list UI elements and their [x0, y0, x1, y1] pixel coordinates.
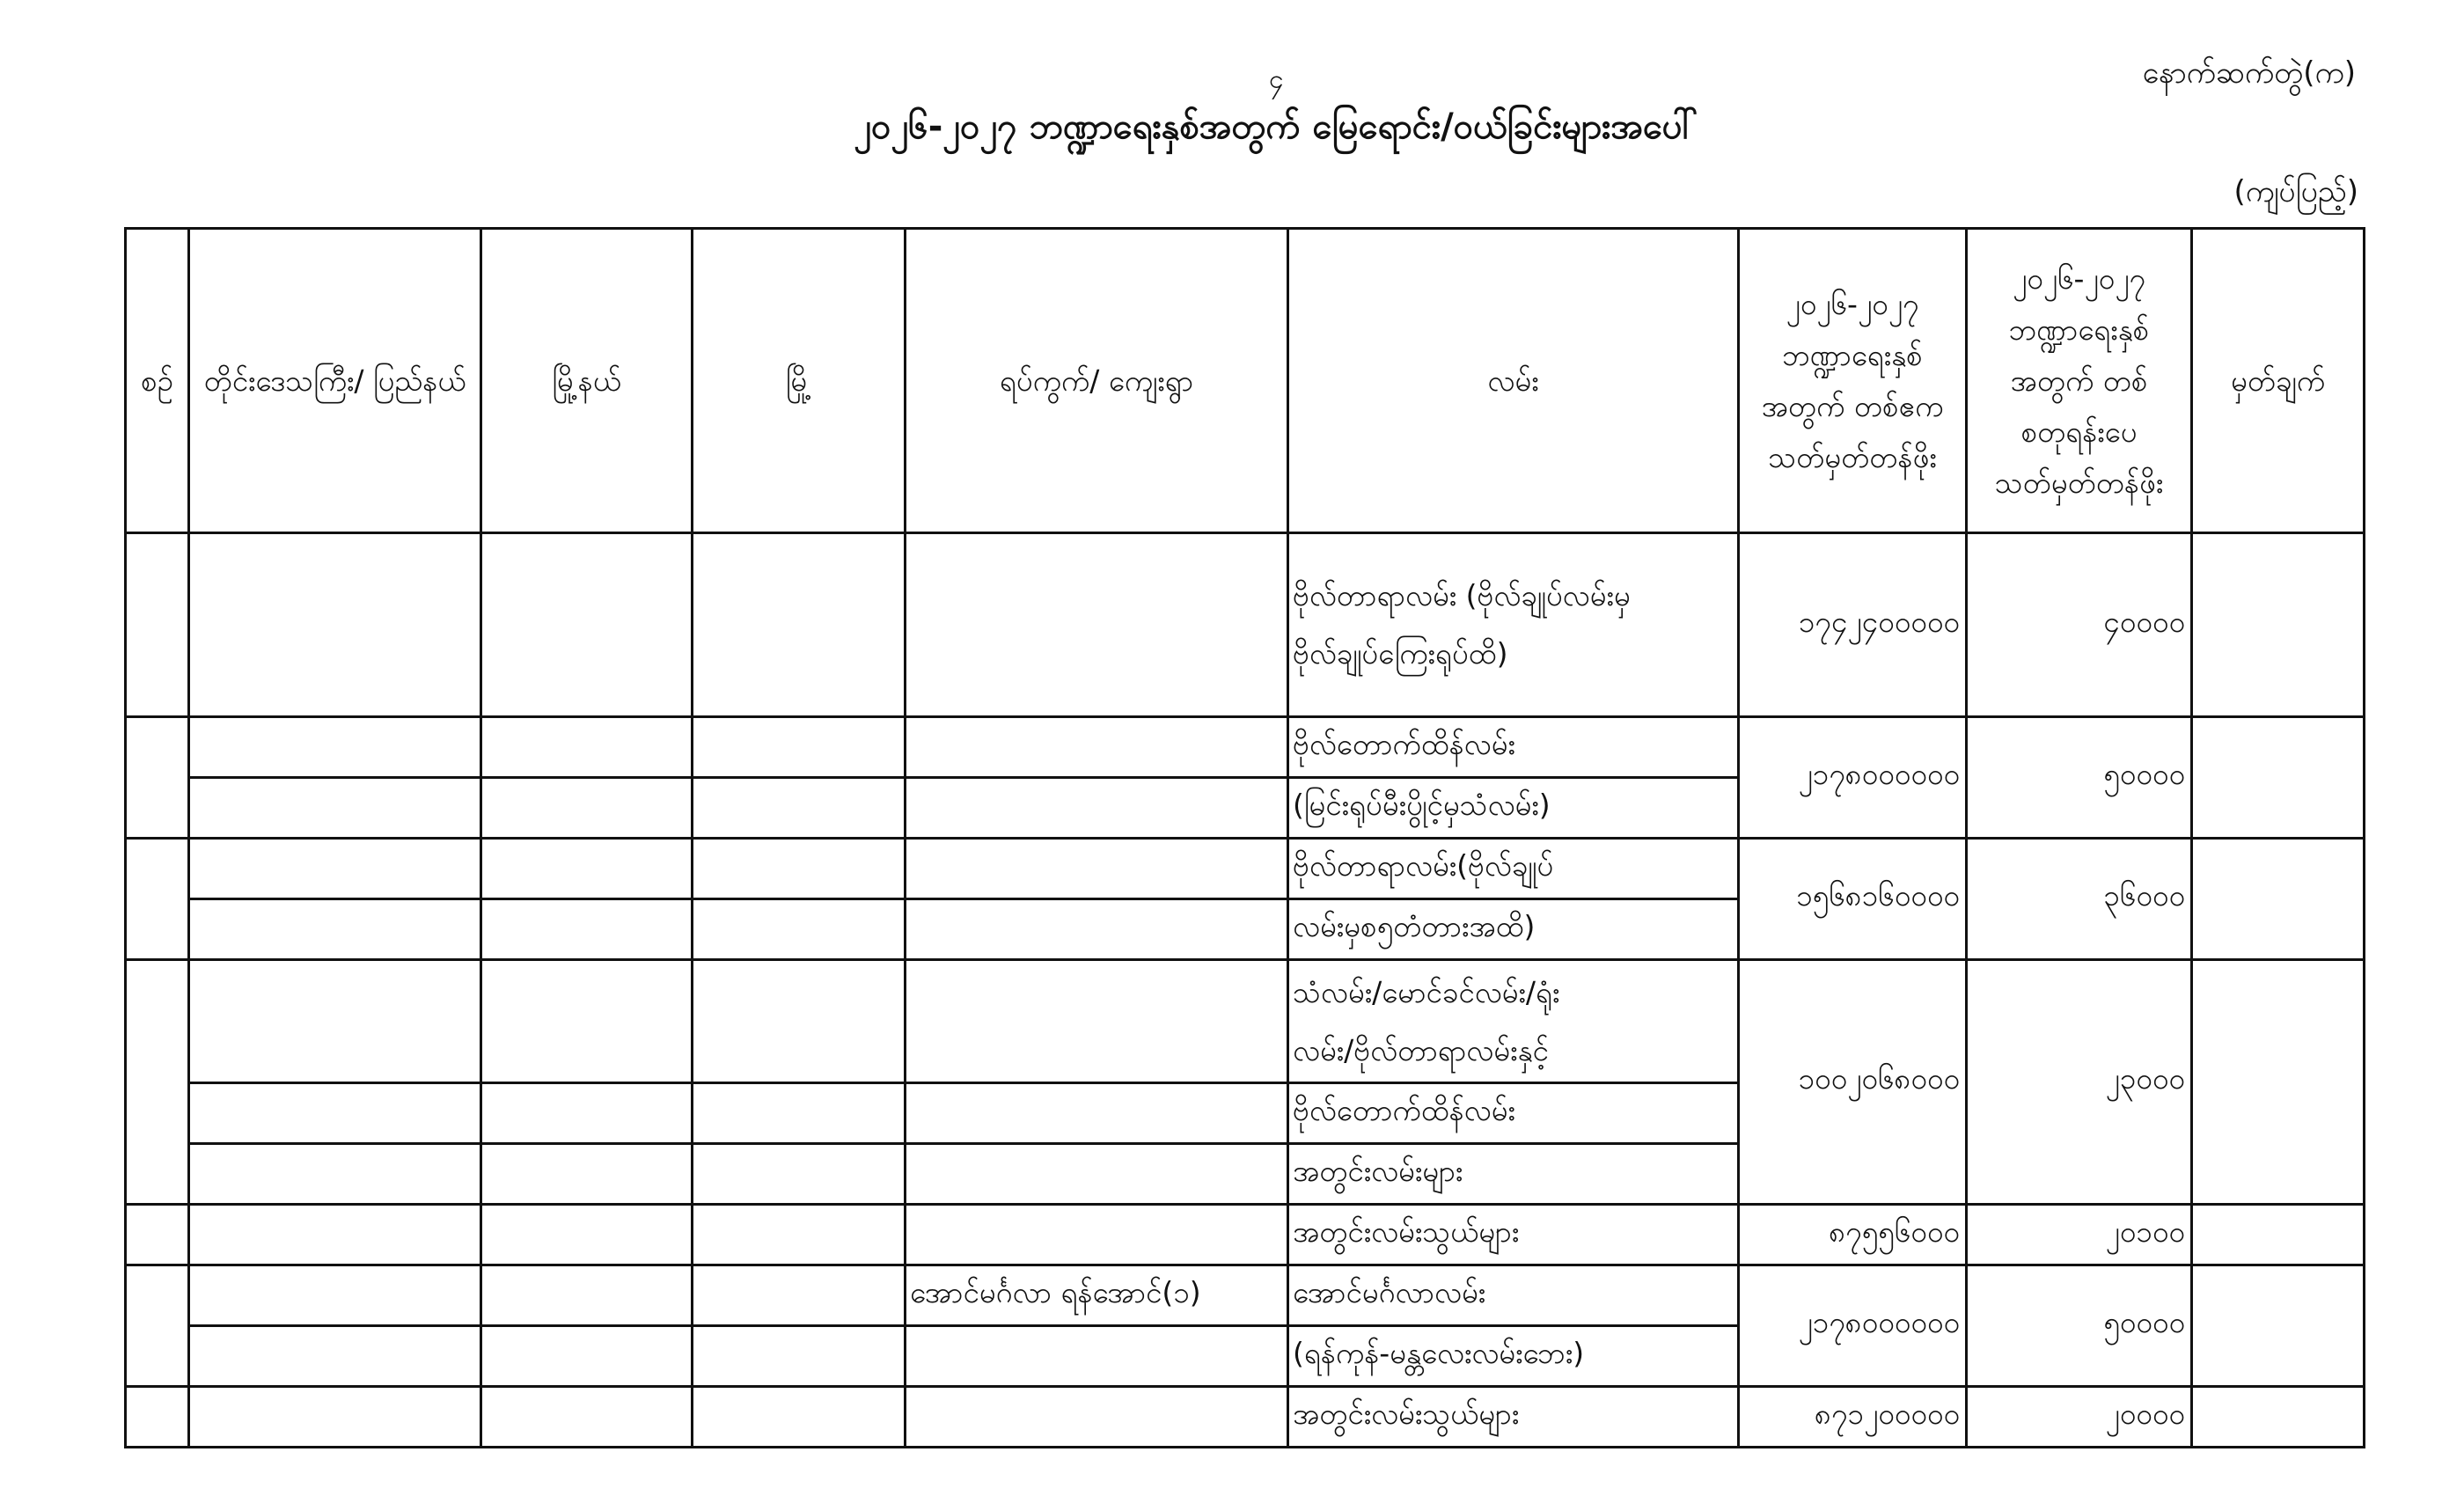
cell-sqft-value: ၄၀၀၀၀	[1967, 533, 2192, 717]
cell-town	[693, 1265, 906, 1326]
cell-acre-value: ၁၀၀၂၀၆၈၀၀၀	[1739, 960, 1967, 1205]
cell-sqft-value: ၃၆၀၀၀	[1967, 839, 2192, 960]
cell-town	[693, 1387, 906, 1448]
cell-ward	[906, 778, 1288, 839]
table-row	[126, 839, 2365, 899]
cell-town	[693, 960, 906, 1083]
cell-town	[693, 1205, 906, 1265]
cell-ward	[906, 1326, 1288, 1387]
cell-road: (ရန်ကုန်-မန္တလေးလမ်းဘေး)	[1288, 1326, 1739, 1387]
cell-road: လမ်းမှစ၅တံတားအထိ)	[1288, 899, 1739, 960]
cell-township	[481, 899, 693, 960]
cell-sqft-value: ၂၃၀၀၀	[1967, 960, 2192, 1205]
cell-sqft-value: ၂၀၁၀၀	[1967, 1205, 2192, 1265]
cell-serial	[126, 1205, 189, 1265]
cell-remarks	[2192, 1205, 2365, 1265]
cell-remarks	[2192, 717, 2365, 839]
header-region: တိုင်းဒေသကြီး/ ပြည်နယ်	[189, 229, 481, 533]
cell-road: ဗိုလ်တောက်ထိန်လမ်း	[1288, 717, 1739, 778]
cell-region	[189, 1083, 481, 1144]
cell-township	[481, 839, 693, 899]
cell-acre-value: ၈၇၅၅၆၀၀၀	[1739, 1205, 1967, 1265]
cell-ward: အောင်မင်္ဂလာ ရန်အောင်(၁)	[906, 1265, 1288, 1326]
cell-serial	[126, 960, 189, 1205]
cell-region	[189, 778, 481, 839]
cell-township	[481, 1205, 693, 1265]
cell-ward	[906, 533, 1288, 717]
table-row	[126, 717, 2365, 778]
cell-town	[693, 1144, 906, 1205]
cell-ward	[906, 1205, 1288, 1265]
cell-road: ဗိုလ်တာရာလမ်း (ဗိုလ်ချုပ်လမ်းမှ ဗိုလ်ချုပ်ကြေးရုပ်ထိ)	[1288, 533, 1739, 717]
cell-serial	[126, 839, 189, 960]
cell-road: အတွင်းလမ်းသွယ်များ	[1288, 1205, 1739, 1265]
header-acre-value: ၂၀၂၆-၂၀၂၇ ဘဏ္ဍာရေးနှစ် အတွက် တစ်ဧက သတ်မှတ်တန်ဖိုး	[1739, 229, 1967, 533]
table-row	[126, 1205, 2365, 1265]
cell-township	[481, 1083, 693, 1144]
cell-acre-value: ၁၇၄၂၄၀၀၀၀၀	[1739, 533, 1967, 717]
cell-town	[693, 533, 906, 717]
cell-sqft-value: ၅၀၀၀၀	[1967, 1265, 2192, 1387]
cell-ward	[906, 960, 1288, 1083]
table-row	[126, 533, 2365, 717]
cell-acre-value: ၂၁၇၈၀၀၀၀၀၀	[1739, 717, 1967, 839]
cell-town	[693, 839, 906, 899]
cell-sqft-value: ၂၀၀၀၀	[1967, 1387, 2192, 1448]
cell-township	[481, 1265, 693, 1326]
cell-township	[481, 1326, 693, 1387]
cell-region	[189, 717, 481, 778]
cell-region	[189, 960, 481, 1083]
land-value-table	[124, 227, 2365, 1448]
cell-ward	[906, 1083, 1288, 1144]
cell-road: အတွင်းလမ်းသွယ်များ	[1288, 1387, 1739, 1448]
cell-acre-value: ၈၇၁၂၀၀၀၀၀	[1739, 1387, 1967, 1448]
cell-serial	[126, 717, 189, 839]
header-township: မြို့နယ်	[481, 229, 693, 533]
cell-township	[481, 960, 693, 1083]
table-row	[126, 1387, 2365, 1448]
header-town: မြို့	[693, 229, 906, 533]
cell-acre-value: ၁၅၆၈၁၆၀၀၀၀	[1739, 839, 1967, 960]
header-sqft-value: ၂၀၂၆-၂၀၂၇ ဘဏ္ဍာရေးနှစ် အတွက် တစ်စတုရန်းပေ သတ်မှတ်တန်ဖိုး	[1967, 229, 2192, 533]
table-row	[126, 1265, 2365, 1326]
header-row	[126, 229, 2365, 533]
cell-serial	[126, 1387, 189, 1448]
cell-township	[481, 1144, 693, 1205]
cell-ward	[906, 1144, 1288, 1205]
cell-road: ဗိုလ်တောက်ထိန်လမ်း	[1288, 1083, 1739, 1144]
cell-sqft-value: ၅၀၀၀၀	[1967, 717, 2192, 839]
cell-serial	[126, 533, 189, 717]
cell-town	[693, 899, 906, 960]
cell-region	[189, 1326, 481, 1387]
cell-ward	[906, 899, 1288, 960]
cell-remarks	[2192, 839, 2365, 960]
cell-township	[481, 533, 693, 717]
cell-acre-value: ၂၁၇၈၀၀၀၀၀၀	[1739, 1265, 1967, 1387]
page-number: ၄	[1268, 64, 1284, 95]
cell-region	[189, 1205, 481, 1265]
cell-ward	[906, 1387, 1288, 1448]
cell-region	[189, 1387, 481, 1448]
cell-region	[189, 1144, 481, 1205]
cell-ward	[906, 717, 1288, 778]
cell-road: အတွင်းလမ်းများ	[1288, 1144, 1739, 1205]
header-remarks: မှတ်ချက်	[2192, 229, 2365, 533]
cell-ward	[906, 839, 1288, 899]
cell-road: (မြင်းရုပ်မီးပွိုင့်မှသံလမ်း)	[1288, 778, 1739, 839]
cell-remarks	[2192, 960, 2365, 1205]
header-road: လမ်း	[1288, 229, 1739, 533]
cell-remarks	[2192, 1265, 2365, 1387]
cell-town	[693, 1083, 906, 1144]
cell-road: သံလမ်း/မောင်ခင်လမ်း/ရုံး လမ်း/ဗိုလ်တာရာလမ်းနှင့်	[1288, 960, 1739, 1083]
cell-town	[693, 717, 906, 778]
cell-remarks	[2192, 533, 2365, 717]
cell-town	[693, 778, 906, 839]
cell-serial	[126, 1265, 189, 1387]
table-row	[126, 960, 2365, 1083]
header-ward: ရပ်ကွက်/ ကျေးရွာ	[906, 229, 1288, 533]
currency-unit-label: (ကျပ်ပြည့်)	[2233, 174, 2358, 209]
cell-road: အောင်မင်္ဂလာလမ်း	[1288, 1265, 1739, 1326]
cell-township	[481, 717, 693, 778]
document-title: ၂၀၂၆-၂၀၂၇ ဘဏ္ဍာရေးနှစ်အတွက် မြေရောင်း/ဝယ်ခြင်းများအပေါ်	[854, 106, 1698, 147]
cell-region	[189, 899, 481, 960]
header-serial: စဉ်	[126, 229, 189, 533]
cell-remarks	[2192, 1387, 2365, 1448]
annex-label: နောက်ဆက်တွဲ(က)	[2142, 55, 2356, 91]
cell-region	[189, 1265, 481, 1326]
cell-town	[693, 1326, 906, 1387]
cell-region	[189, 839, 481, 899]
cell-road: ဗိုလ်တာရာလမ်း(ဗိုလ်ချုပ်	[1288, 839, 1739, 899]
cell-township	[481, 1387, 693, 1448]
cell-region	[189, 533, 481, 717]
cell-township	[481, 778, 693, 839]
